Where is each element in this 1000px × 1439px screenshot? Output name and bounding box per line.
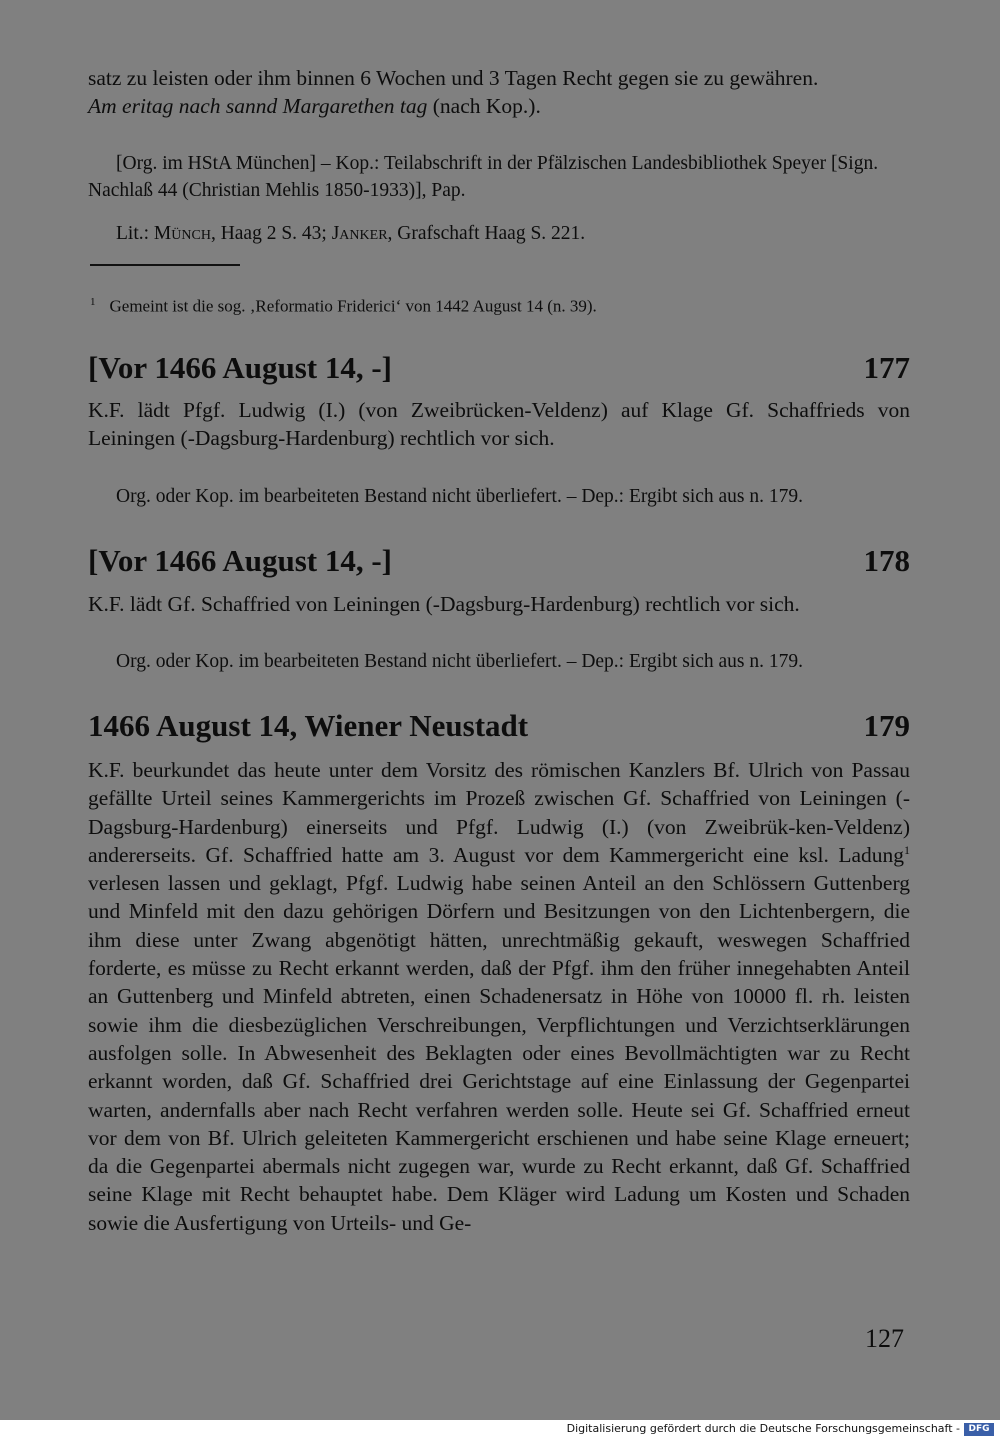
lit-author-2: Janker xyxy=(331,223,388,244)
entry-source: Org. oder Kop. im bearbeiteten Bestand nicht überliefert. – Dep.: Ergibt sich aus n. 179. xyxy=(116,486,804,507)
lit-prefix: Lit.: xyxy=(116,223,154,244)
entry-date: [Vor 1466 August 14, -] xyxy=(88,543,393,578)
entry-source: Org. oder Kop. im bearbeiteten Bestand nicht überliefert. – Dep.: Ergibt sich aus n. 179. xyxy=(116,651,804,672)
page-number: 127 xyxy=(865,1324,904,1353)
entry-date: [Vor 1466 August 14, -] xyxy=(88,350,393,385)
entry-summary xyxy=(88,756,910,1237)
dating-rest: (nach Kop.). xyxy=(427,94,541,119)
entry-heading xyxy=(88,543,910,579)
intro-line: satz zu leisten oder ihm binnen 6 Wochen und 3 Tagen Recht gegen sie zu gewähren. xyxy=(88,66,819,90)
entry-number: 178 xyxy=(863,543,910,578)
footnote-divider xyxy=(90,264,240,266)
footnote-marker: 1 xyxy=(90,296,96,308)
entry-heading xyxy=(88,350,910,386)
lit-author-1: Münch xyxy=(153,223,211,244)
footnote-reference: 1 xyxy=(904,842,910,857)
dating-italic: Am eritag nach sannd Margarethen tag xyxy=(88,94,428,119)
intro-source: [Org. im HStA München] – Kop.: Teilabschrift in der Pfälzischen Landesbibliothek Speyer [Sign. Nachlaß 44 (Christian Mehlis 1850-1933)], Pap. xyxy=(88,153,879,201)
summary-part-2: verlesen lassen und geklagt, Pfgf. Ludwig habe seinen Anteil an den Schlössern Guttenberg und Minfeld mit den dazu gehörigen Dörfern und Besitzungen von den Lichtenbergern, die ihm diese unter Zwang abgenötigt hätten, unrechtmäßig gekauft, weswegen Schaffried forderte, es müsse zu Recht erkannt werden, daß der Pfgf. ihm den früher innegehabten Anteil an Guttenberg und Minfeld abtreten, einen Schadenersatz in Höhe von 10000 fl. rh. leisten sowie ihm die diesbezüglichen Verschreibungen, Verpflichtungen und Verzichtserklärungen ausfolgen solle. In Abwesenheit des Beklagten oder eines Bevollmächtigten war zu Recht erkannt worden, daß Gf. Schaffried drei Gerichtstage auf eine Einlassung der Gegenpartei warten, andernfalls aber nach Recht verfahren werden solle. Heute sei Gf. Schaffried erneut vor dem von Bf. Ulrich geleiteten Kammergericht erschienen und habe seine Klage erneuert; da die Gegenpartei abermals nicht zugegen war, wurde zu Recht erkannt, daß Gf. Schaffried seine Klage mit Recht behauptet habe. Dem Kläger wird Ladung um Kosten und Schaden sowie die Ausfertigung von Urteils- und Ge- xyxy=(88,871,910,1235)
intro-literature xyxy=(116,220,910,247)
summary-part-1: K.F. beurkundet das heute unter dem Vorsitz des römischen Kanzlers Bf. Ulrich von Passau gefällte Urteil seines Kammergerichts im Prozeß zwischen Gf. Schaffried von Leiningen (-Dagsburg-Hardenburg) einerseits und Pfgf. Ludwig (I.) (von Zweibrük-ken-Veldenz) andererseits. Gf. Schaffried hatte am 3. August vor dem Kammergericht eine ksl. Ladung xyxy=(88,758,910,867)
entry-summary: K.F. lädt Gf. Schaffried von Leiningen (-Dagsburg-Hardenburg) rechtlich vor sich. xyxy=(88,592,800,616)
entry-number: 179 xyxy=(863,708,910,743)
entry-heading xyxy=(88,708,910,744)
lit-mid: , Haag 2 S. 43; xyxy=(210,223,332,244)
footnote-text: Gemeint ist die sog. ‚Reformatio Friderici‘ von 1442 August 14 (n. 39). xyxy=(109,296,597,316)
funding-note: Digitalisierung gefördert durch die Deutsche Forschungsgemeinschaft - xyxy=(566,1422,960,1435)
entry-summary: K.F. lädt Pfgf. Ludwig (I.) (von Zweibrücken-Veldenz) auf Klage Gf. Schaffrieds von Leiningen (-Dagsburg-Hardenburg) rechtlich vor sich. xyxy=(88,398,910,451)
entry-number: 177 xyxy=(863,350,910,385)
lit-end: , Grafschaft Haag S. 221. xyxy=(387,223,586,244)
footnote xyxy=(90,291,910,318)
entry-date: 1466 August 14, Wiener Neustadt xyxy=(88,708,529,743)
intro-paragraph xyxy=(88,64,910,121)
intro-dating xyxy=(88,92,910,120)
dfg-logo-icon: DFG xyxy=(964,1423,994,1436)
footer-bar xyxy=(0,1420,1000,1439)
